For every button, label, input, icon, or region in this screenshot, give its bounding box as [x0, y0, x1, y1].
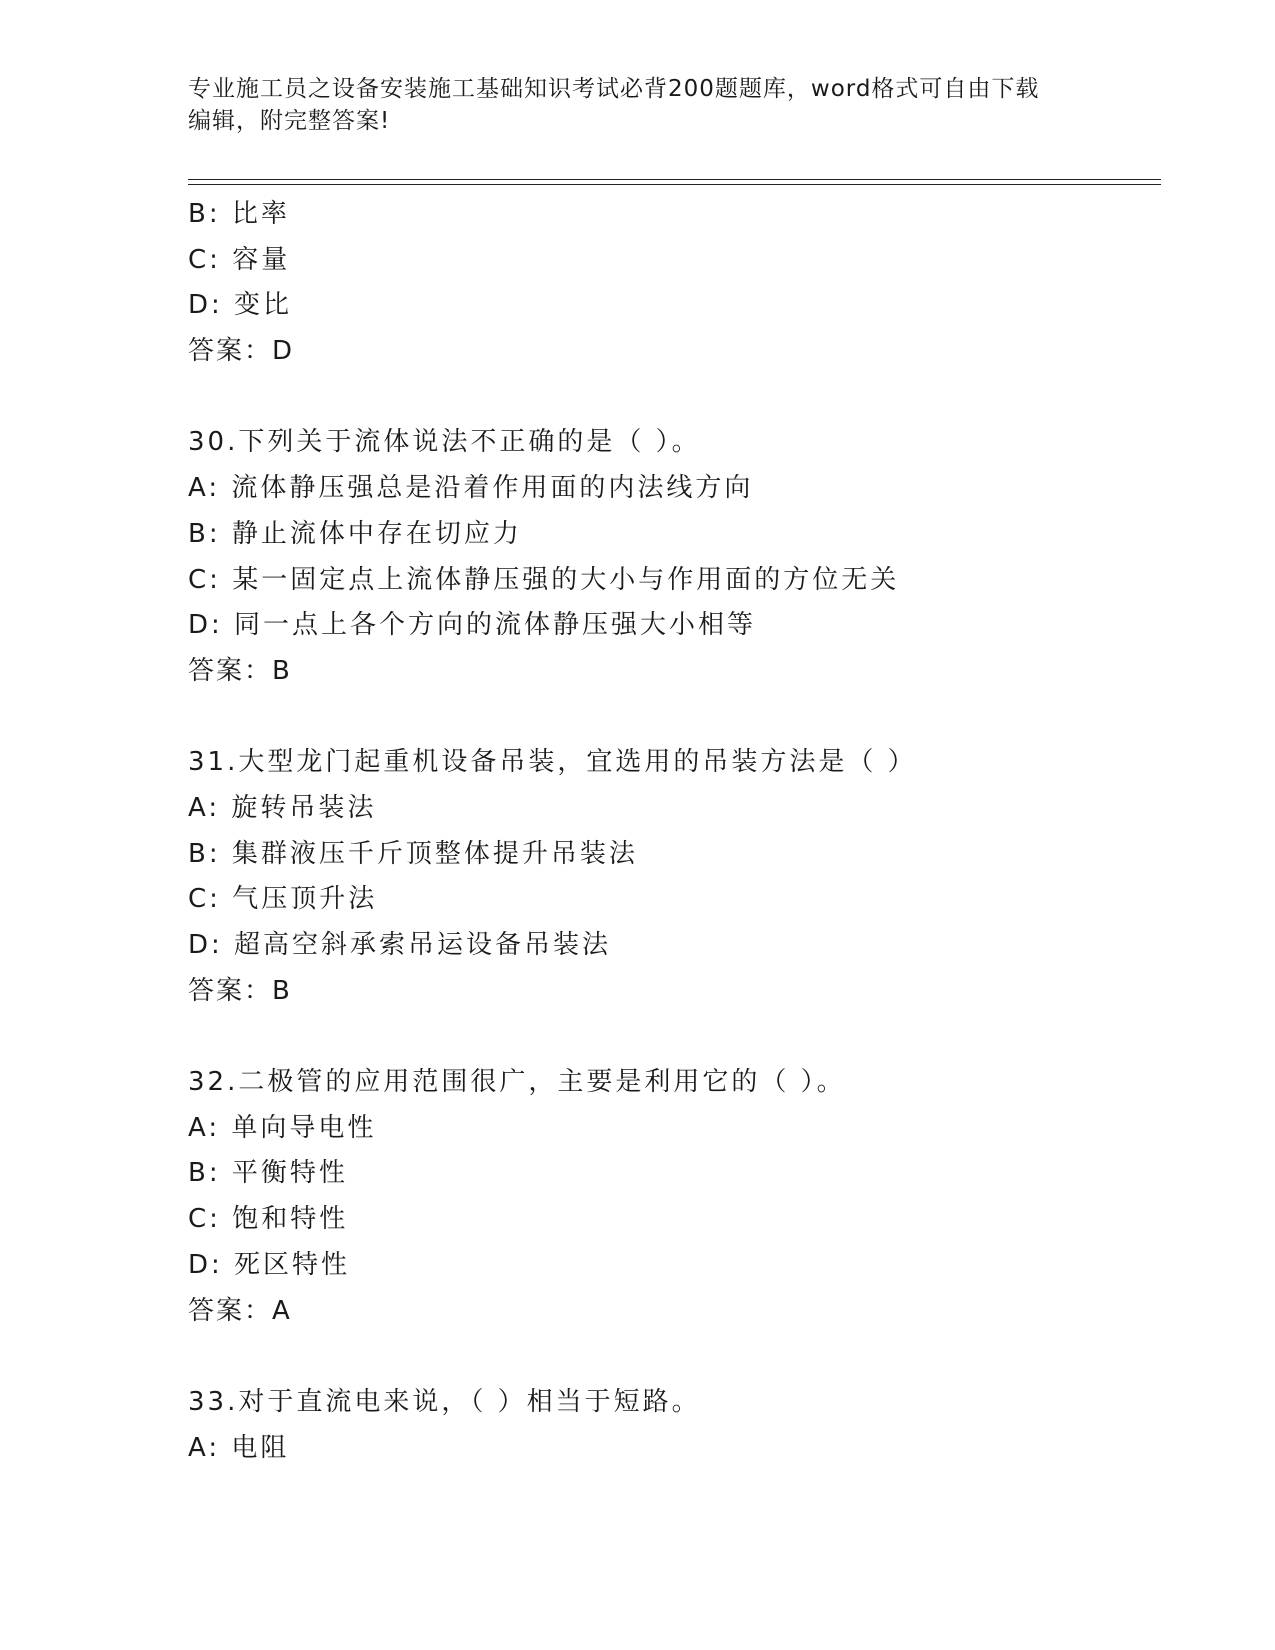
option-label: C: [188, 244, 221, 275]
header-line-2: 编辑，附完整答案! [188, 108, 391, 134]
option-text: 单向导电性 [231, 1112, 377, 1143]
option-text: 气压顶升法 [232, 884, 378, 915]
option-label: D: [188, 930, 223, 960]
option-label: B: [188, 1158, 221, 1189]
option-line [188, 1197, 1168, 1243]
spacer [188, 1334, 1168, 1380]
option-label: B: [188, 199, 221, 229]
option-line [188, 466, 1168, 512]
option-line [188, 238, 1168, 284]
option-label: D: [188, 1249, 223, 1280]
spacer [188, 1014, 1168, 1060]
question-stem [188, 740, 1168, 786]
header-line-1: 专业施工员之设备安装施工基础知识考试必背200题题库，word格式可自由下载 [188, 76, 1040, 102]
option-line [188, 786, 1168, 832]
answer-line [188, 1289, 1168, 1335]
option-text: 比率 [231, 199, 290, 229]
option-text: 饱和特性 [232, 1204, 349, 1235]
answer-value: D [272, 336, 295, 367]
question-number: 32. [188, 1067, 239, 1098]
option-text: 某一固定点上流体静压强的大小与作用面的方位无关 [232, 564, 900, 595]
option-line [188, 923, 1168, 969]
answer-value: B [272, 975, 292, 1006]
answer-line [188, 969, 1168, 1015]
answer-value: B [272, 655, 292, 686]
question-text: 大型龙门起重机设备吊装，宜选用的吊装方法是（ ） [238, 747, 917, 778]
option-line [188, 558, 1168, 604]
option-text: 流体静压强总是沿着作用面的内法线方向 [231, 473, 754, 504]
question-text: 对于直流电来说，（ ）相当于短路。 [238, 1386, 701, 1417]
option-text: 旋转吊装法 [231, 792, 377, 823]
option-text: 静止流体中存在切应力 [231, 518, 522, 549]
answer-line [188, 329, 1168, 375]
header-divider [188, 179, 1161, 180]
option-line [188, 192, 1168, 238]
answer-label: 答案： [188, 975, 273, 1006]
spacer [188, 375, 1168, 421]
question-stem [188, 1380, 1168, 1426]
option-line [188, 877, 1168, 923]
option-label: A: [188, 792, 221, 823]
option-line [188, 832, 1168, 878]
question-text: 下列关于流体说法不正确的是（ ）。 [238, 427, 701, 458]
option-label: B: [188, 838, 221, 869]
document-header [188, 73, 1088, 137]
option-label: A: [188, 473, 221, 504]
option-text: 电阻 [231, 1432, 290, 1463]
question-number: 30. [188, 427, 239, 458]
option-line [188, 283, 1168, 329]
option-line [188, 603, 1168, 649]
answer-label: 答案： [188, 655, 273, 686]
option-line [188, 1426, 1168, 1472]
option-text: 同一点上各个方向的流体静压强大小相等 [234, 610, 757, 641]
option-text: 容量 [232, 244, 291, 275]
option-text: 集群液压千斤顶整体提升吊装法 [231, 838, 638, 869]
option-line [188, 512, 1168, 558]
question-number: 33. [188, 1386, 239, 1417]
answer-value: A [272, 1295, 292, 1326]
answer-label: 答案： [188, 1295, 273, 1326]
option-label: C: [188, 884, 221, 915]
question-stem [188, 420, 1168, 466]
option-text: 平衡特性 [231, 1158, 348, 1189]
spacer [188, 695, 1168, 741]
option-line [188, 1151, 1168, 1197]
option-label: D: [188, 610, 223, 641]
option-label: A: [188, 1432, 221, 1463]
option-label: D: [188, 290, 223, 321]
option-label: C: [188, 1204, 221, 1235]
option-line [188, 1106, 1168, 1152]
option-label: B: [188, 518, 221, 549]
header-divider-second [188, 184, 1161, 185]
question-text: 二极管的应用范围很广，主要是利用它的（ ）。 [238, 1067, 846, 1098]
option-text: 死区特性 [234, 1249, 351, 1280]
question-stem [188, 1060, 1168, 1106]
question-number: 31. [188, 747, 239, 778]
answer-line [188, 649, 1168, 695]
option-line [188, 1243, 1168, 1289]
option-text: 超高空斜承索吊运设备吊装法 [234, 930, 612, 960]
option-label: A: [188, 1112, 221, 1143]
option-label: C: [188, 564, 221, 595]
option-text: 变比 [234, 290, 293, 321]
question-list [188, 192, 1168, 1471]
answer-label: 答案： [188, 336, 273, 367]
